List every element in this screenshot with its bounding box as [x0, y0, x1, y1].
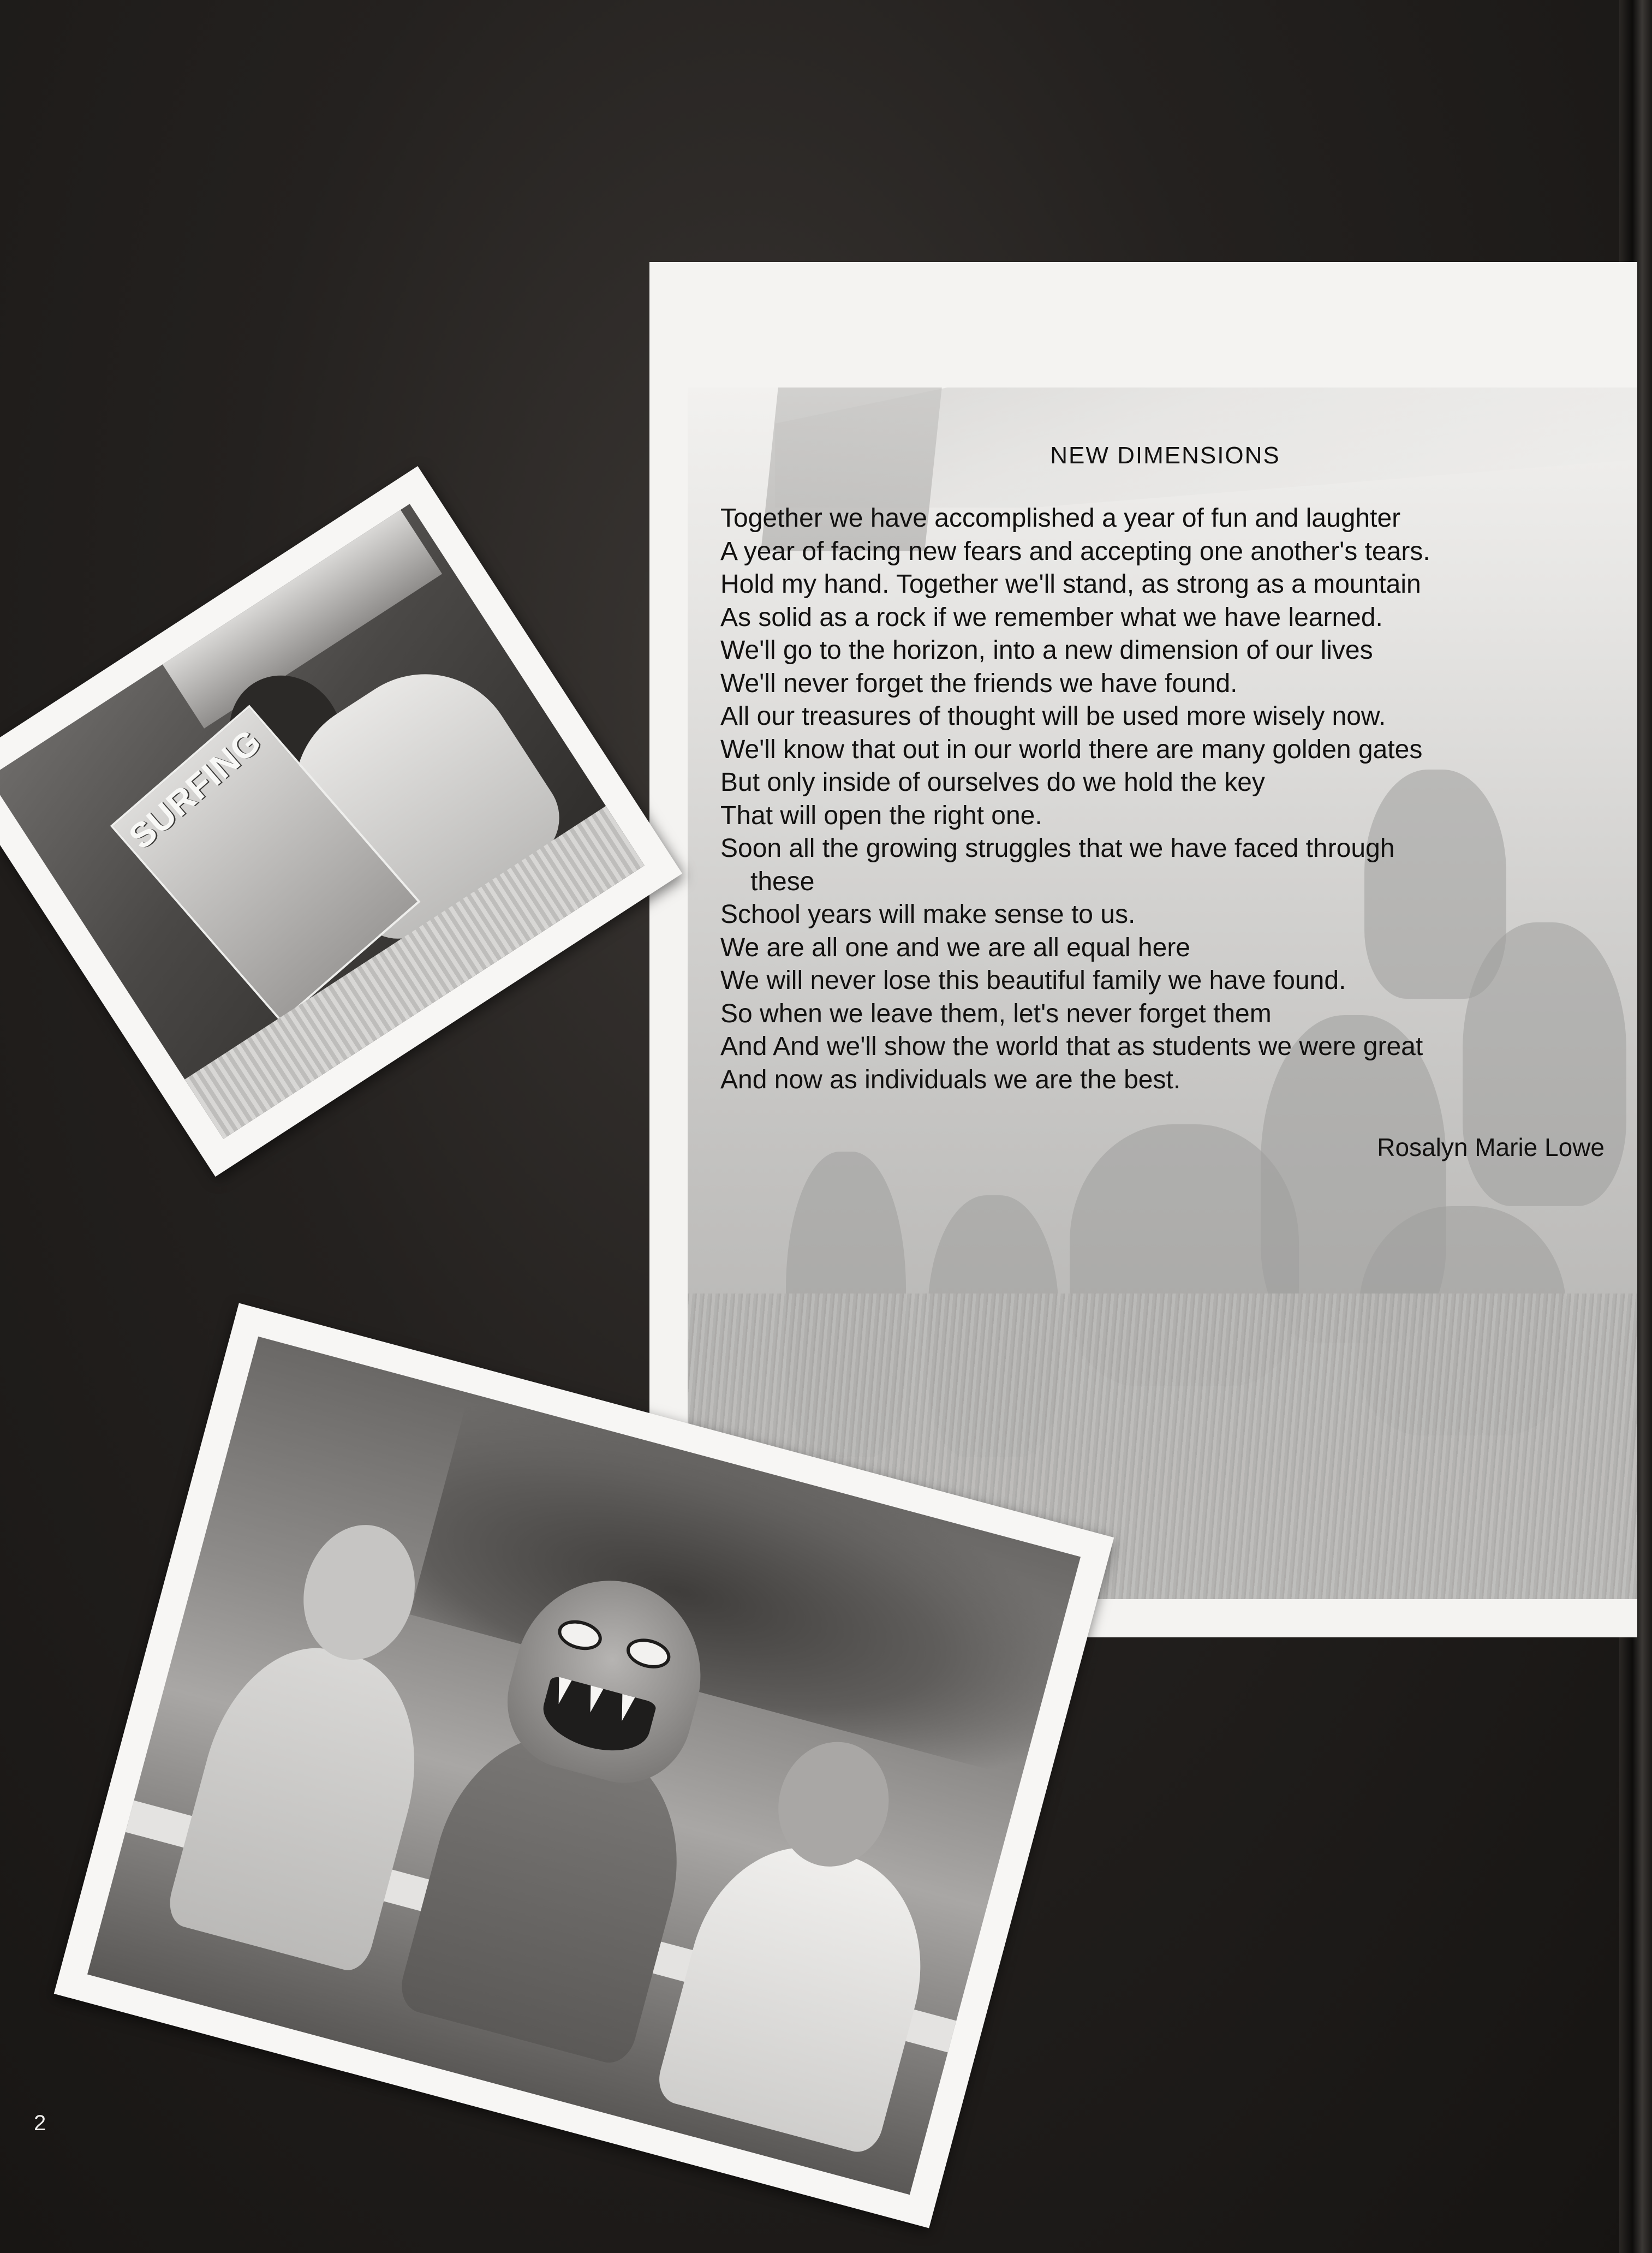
poem-line: these	[750, 867, 815, 896]
mascot-tooth	[552, 1677, 572, 1706]
poem-line: We are all one and we are all equal here	[720, 933, 1190, 962]
magazine-title: SURFING	[121, 721, 269, 857]
poem-body	[720, 502, 1626, 1096]
poem-line: As solid as a rock if we remember what we have learned.	[720, 603, 1383, 632]
poem-line: A year of facing new fears and accepting one another's tears.	[720, 537, 1430, 566]
snapshot-magazine-reader-image	[0, 504, 645, 1139]
poem-line: We'll go to the horizon, into a new dimension of our lives	[720, 636, 1373, 665]
poem-line: So when we leave them, let's never forget them	[720, 999, 1272, 1028]
mascot-mouth	[536, 1675, 657, 1761]
mascot-tooth	[584, 1685, 604, 1714]
poem-line: But only inside of ourselves do we hold the key	[720, 768, 1265, 797]
snapshot-magazine-reader	[0, 466, 682, 1177]
poem-author: Rosalyn Marie Lowe	[1377, 1133, 1605, 1161]
poem-line: That will open the right one.	[720, 801, 1042, 830]
page-number: 2	[34, 2111, 46, 2135]
poem-line: We'll know that out in our world there are many golden gates	[720, 735, 1423, 764]
person-left	[164, 1626, 443, 1975]
person-right	[653, 1823, 948, 2157]
poem-line: We will never lose this beautiful family we have found.	[720, 966, 1346, 995]
poem-line: Soon all the growing struggles that we have faced through	[720, 834, 1395, 863]
poem-line: Hold my hand. Together we'll stand, as strong as a mountain	[720, 570, 1421, 599]
poem-line: School years will make sense to us.	[720, 900, 1136, 929]
poem-line: All our treasures of thought will be used more wisely now.	[720, 702, 1386, 731]
mascot-tooth	[616, 1694, 635, 1723]
poem-line: We'll never forget the friends we have found.	[720, 669, 1238, 698]
poem-line: And now as individuals we are the best.	[720, 1065, 1181, 1094]
mascot-eye-right	[623, 1634, 674, 1673]
poem-line: Together we have accomplished a year of fun and laughter	[720, 504, 1401, 533]
poem-line: And And we'll show the world that as students we were great	[720, 1032, 1423, 1061]
mascot-eye-left	[554, 1616, 605, 1654]
poem-title: NEW DIMENSIONS	[1050, 442, 1280, 469]
poem-panel	[649, 262, 1637, 1637]
